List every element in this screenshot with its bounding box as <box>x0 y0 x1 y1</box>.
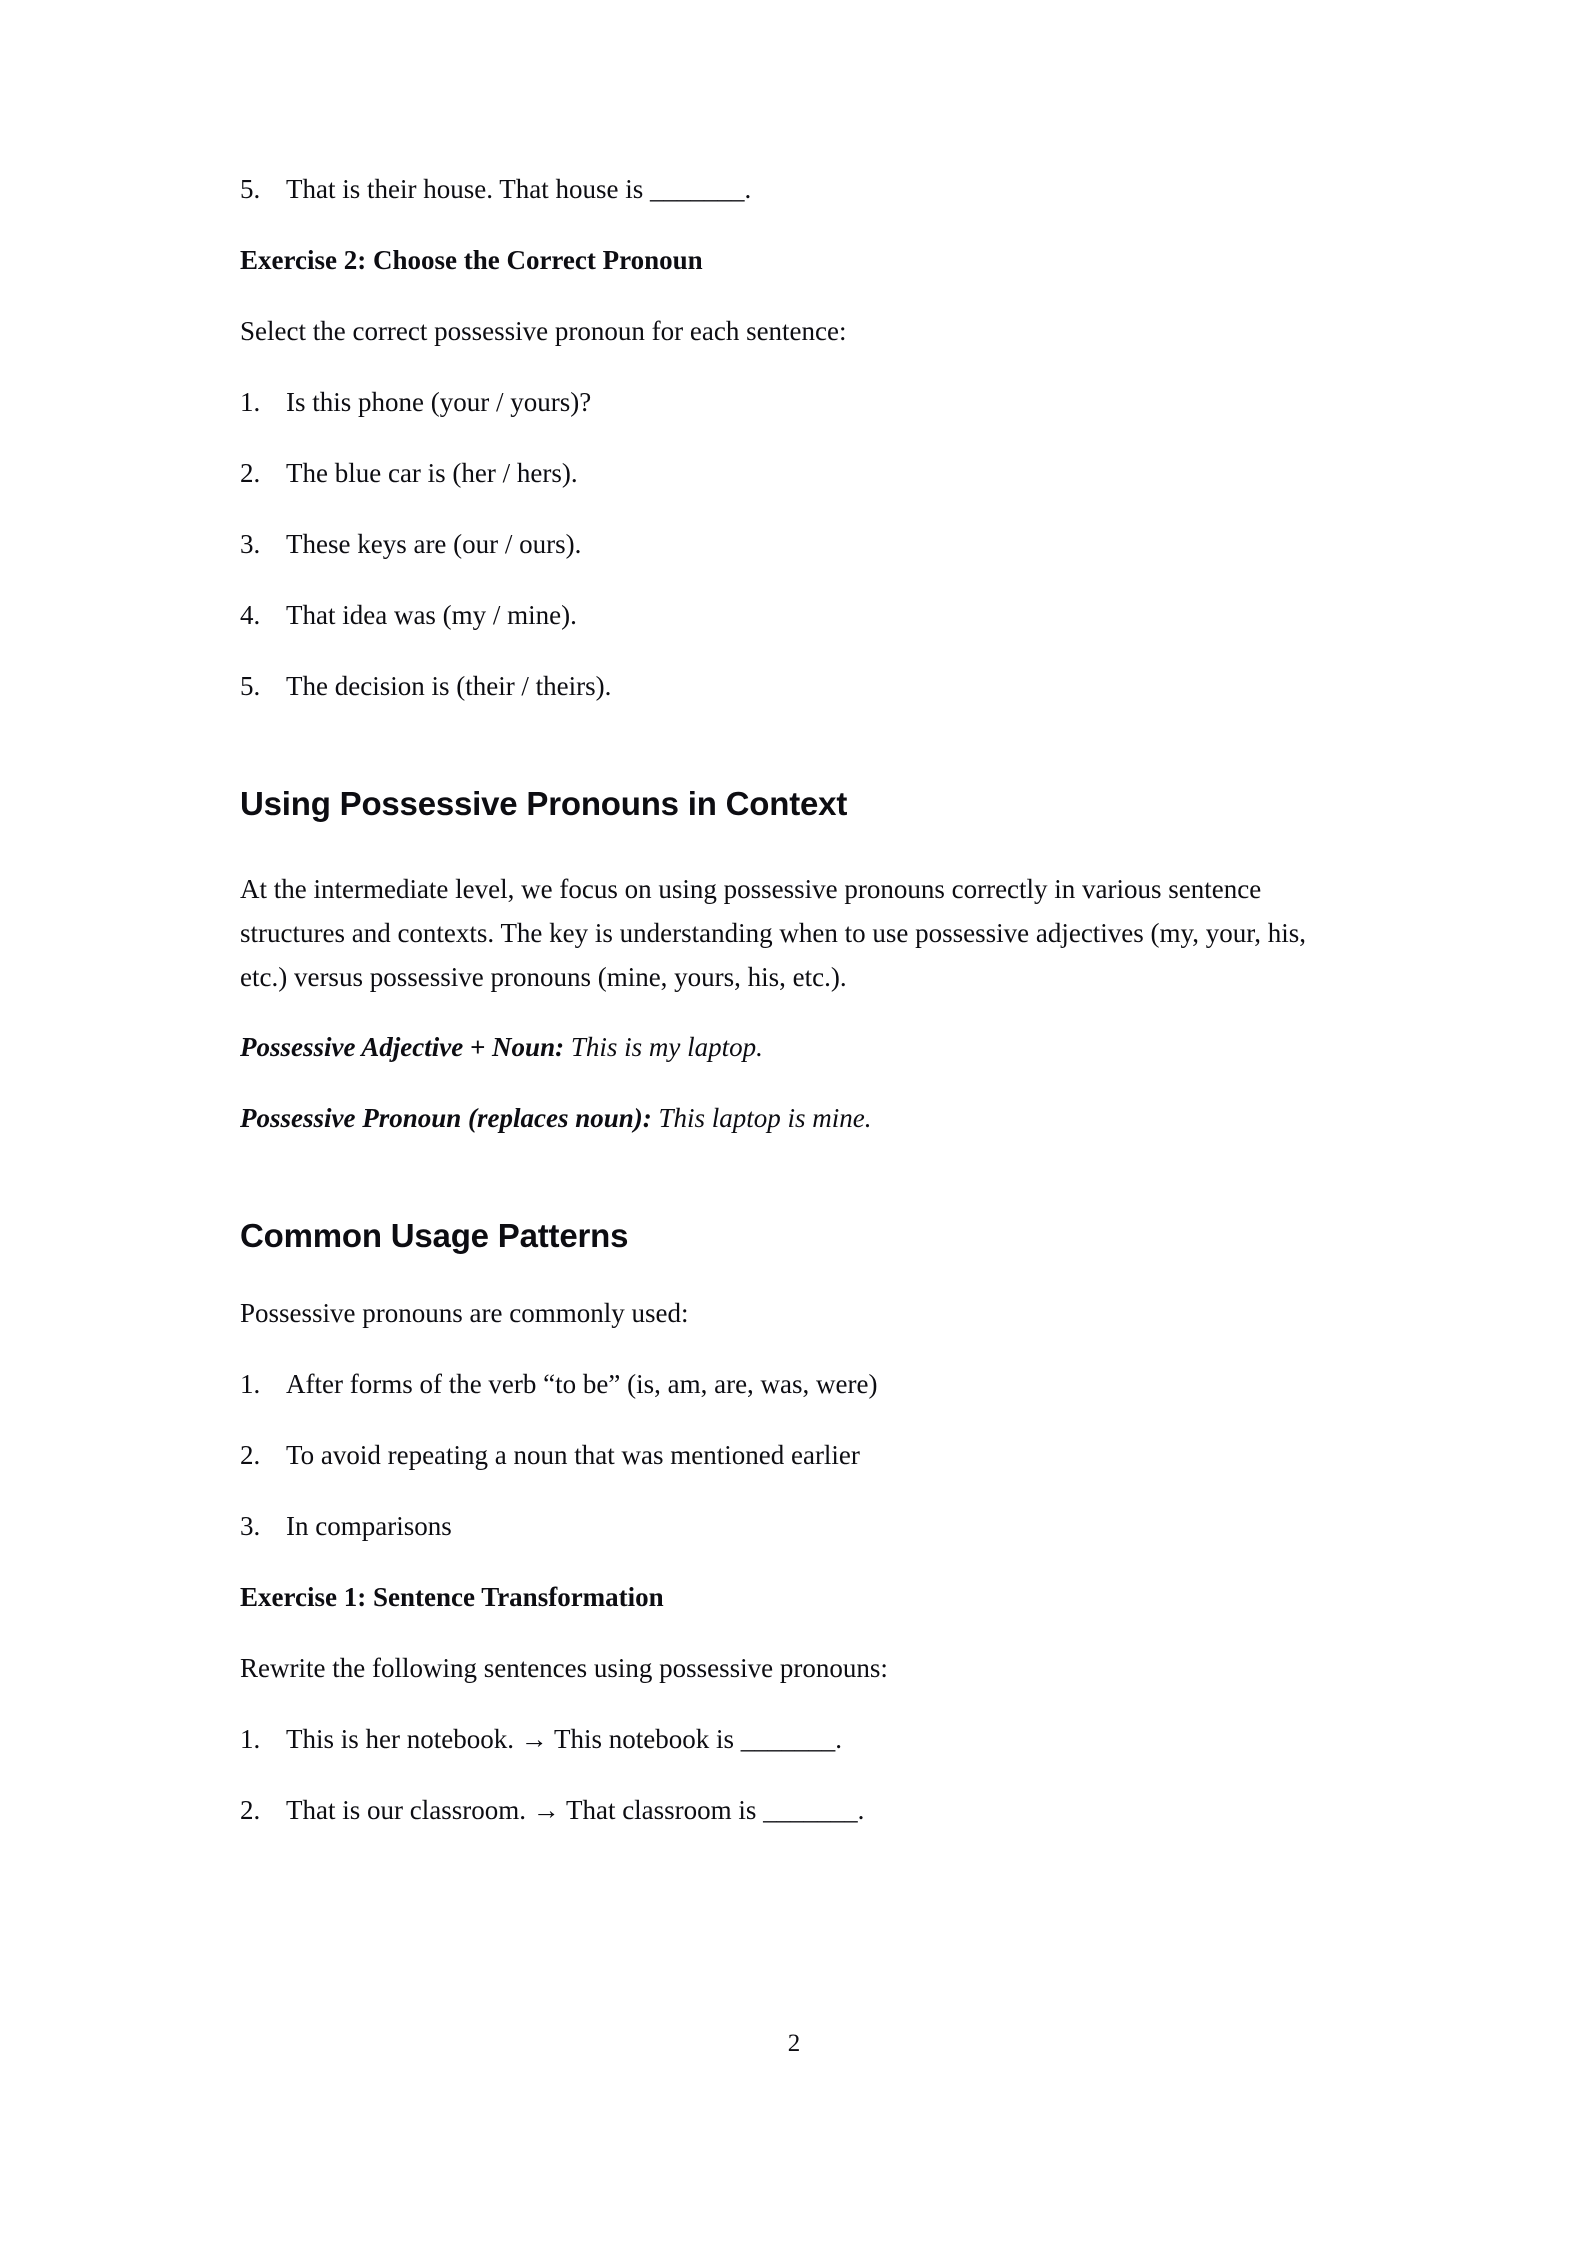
list-item-number: 2. <box>240 458 261 488</box>
list-item-text: Is this phone (your / yours)? <box>286 387 592 417</box>
section-spacer <box>240 1176 1340 1218</box>
list-item-number: 2. <box>240 1794 261 1825</box>
list-item-number: 1. <box>240 1723 261 1754</box>
list-item <box>240 1368 1340 1399</box>
list-item-number: 5. <box>240 671 261 701</box>
list-item-text: The blue car is (her / hers). <box>286 458 578 488</box>
exercise-1-list <box>240 1723 1340 1825</box>
page-content <box>240 176 1340 1868</box>
list-item <box>240 531 1340 558</box>
list-item <box>240 460 1340 487</box>
list-item-text: That idea was (my / mine). <box>286 600 577 630</box>
usage-section-heading: Common Usage Patterns <box>240 1216 629 1254</box>
exercise-2-list <box>240 389 1340 700</box>
list-item-text: That is our classroom. → That classroom is _______. <box>286 1794 865 1825</box>
list-item <box>240 1723 1340 1754</box>
exercise-1-heading: Exercise 1: Sentence Transformation <box>240 1581 664 1612</box>
list-item-text: In comparisons <box>286 1510 452 1541</box>
list-item-number: 1. <box>240 1368 261 1399</box>
example-label: Possessive Pronoun (replaces noun): <box>240 1102 652 1133</box>
list-item <box>240 673 1340 700</box>
context-section-body: At the intermediate level, we focus on using possessive pronouns correctly in various sentence structures and contexts. The key is understanding when to use possessive adjectives (my, your, his, etc.) versus possessive pronouns (mine, yours, his, etc.). <box>240 874 1306 992</box>
list-item <box>240 1510 1340 1541</box>
list-item <box>240 176 1340 203</box>
list-item <box>240 602 1340 629</box>
list-item-text: That is their house. That house is _______. <box>286 174 752 204</box>
example-label: Possessive Adjective + Noun: <box>240 1031 565 1062</box>
usage-section-instruction: Possessive pronouns are commonly used: <box>240 1297 689 1328</box>
example-sentence-text: This laptop is mine. <box>658 1102 872 1133</box>
list-item-number: 3. <box>240 529 261 559</box>
example-possessive-pronoun <box>240 1102 1340 1133</box>
list-item-number: 3. <box>240 1510 261 1541</box>
list-item <box>240 1794 1340 1825</box>
top-continued-list <box>240 176 1340 203</box>
exercise-2-heading: Exercise 2: Choose the Correct Pronoun <box>240 245 703 275</box>
context-section-heading: Using Possessive Pronouns in Context <box>240 785 848 822</box>
example-possessive-adjective <box>240 1031 1340 1062</box>
list-item <box>240 389 1340 416</box>
exercise-2-instruction: Select the correct possessive pronoun for each sentence: <box>240 316 847 346</box>
list-item-number: 2. <box>240 1439 261 1470</box>
example-sentence <box>564 1032 763 1062</box>
list-item-number: 5. <box>240 174 261 204</box>
list-item-text: After forms of the verb “to be” (is, am, are, was, were) <box>286 1368 878 1399</box>
page-number: 2 <box>787 2030 801 2057</box>
example-sentence-text: This is my laptop. <box>570 1031 763 1062</box>
section-spacer <box>240 744 1340 786</box>
list-item-text: These keys are (our / ours). <box>286 529 582 559</box>
list-item-text: To avoid repeating a noun that was mentioned earlier <box>286 1439 860 1470</box>
list-item <box>240 1439 1340 1470</box>
list-item-number: 4. <box>240 600 261 630</box>
exercise-1-instruction: Rewrite the following sentences using possessive pronouns: <box>240 1652 888 1683</box>
list-item-text: This is her notebook. → This notebook is _______. <box>286 1723 842 1754</box>
list-item-text: The decision is (their / theirs). <box>286 671 612 701</box>
usage-patterns-list <box>240 1368 1340 1541</box>
list-item-number: 1. <box>240 387 261 417</box>
example-sentence <box>652 1103 872 1133</box>
